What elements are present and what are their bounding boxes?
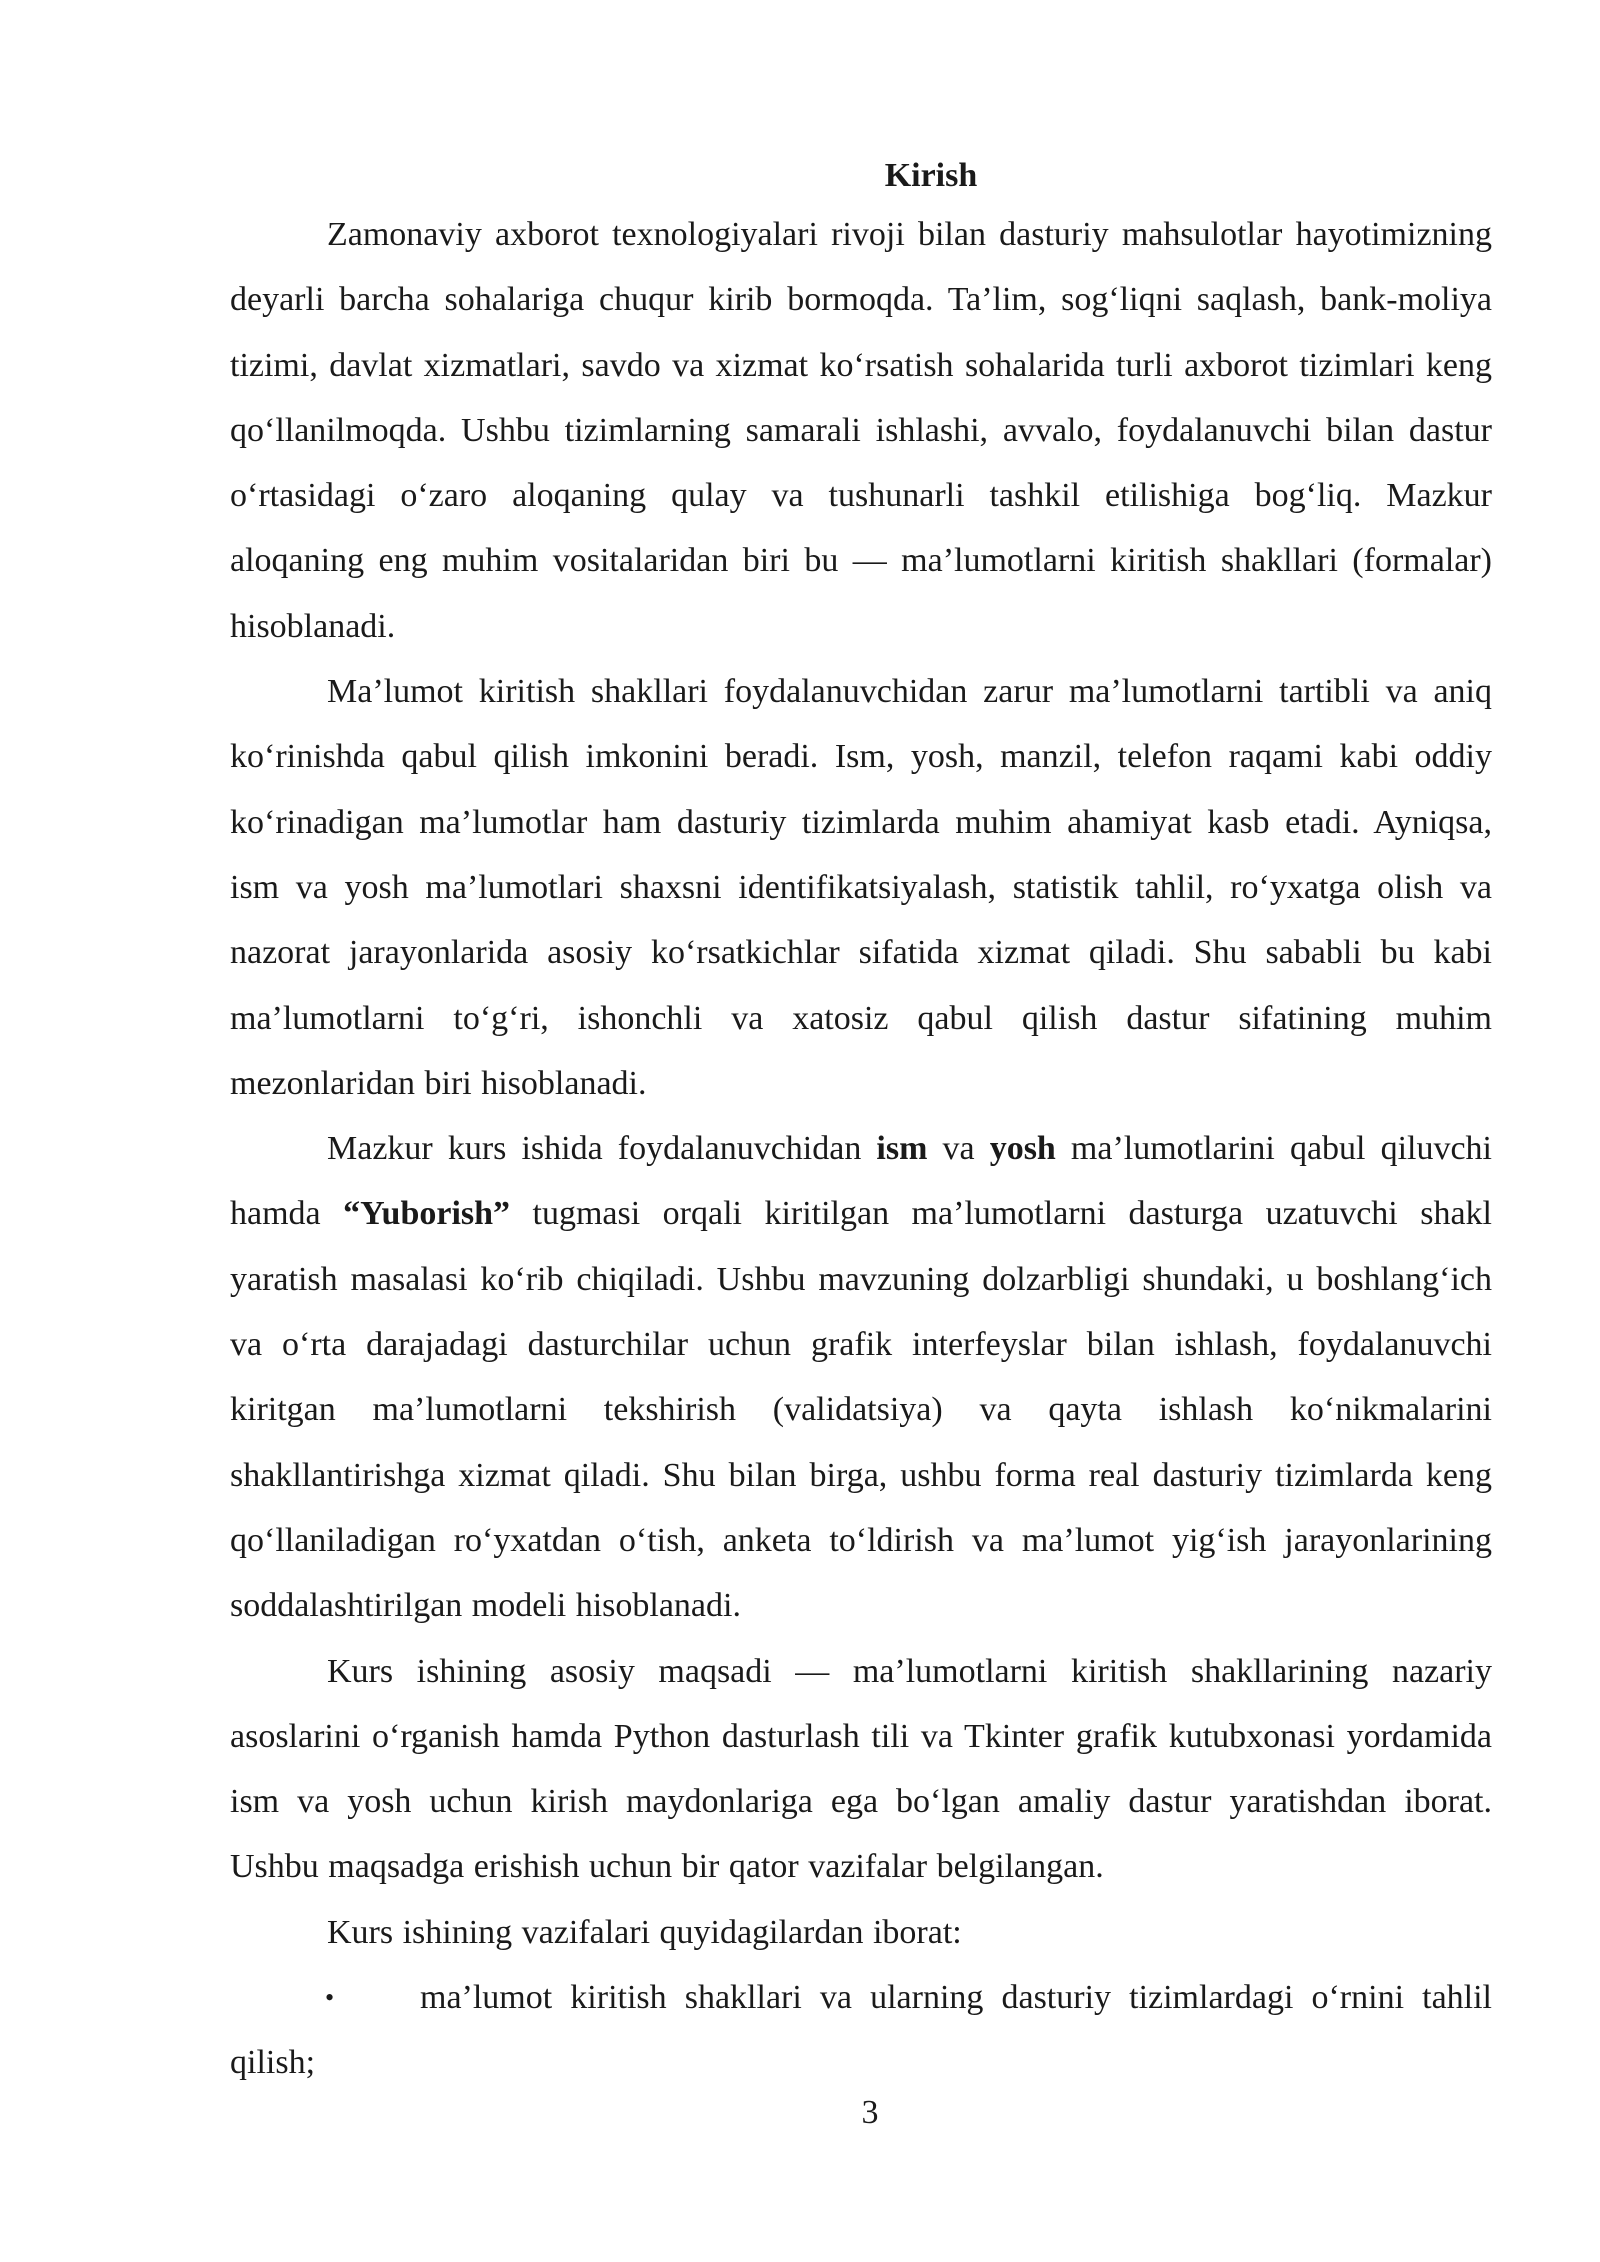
section-heading: Kirish [884, 157, 978, 194]
paragraph-3-text-2: va [927, 1130, 990, 1168]
paragraph-4: Kurs ishining asosiy maqsadi — ma’lumotlarni kiritish shakllarining nazariy asoslarini o‘rganish hamda Python dasturlash tili va Tkinter grafik kutubxonasi yordamida ism va yosh uchun kirish maydonlariga ega bo‘lgan amaliy dastur yaratishdan iborat. Ushbu maqsadga erishish uchun bir qator vazifalar belgilangan. [230, 1652, 1492, 1886]
paragraph-3-text-4: tugmasi orqali kiritilgan ma’lumotlarni dasturga uzatuvchi shakl yaratish masalasi ko‘rib chiqiladi. Ushbu mavzuning dolzarbligi shundaki, u boshlang‘ich va o‘rta darajadagi dasturchilar uchun grafik interfeyslar bilan ishlash, foydalanuvchi kiritgan ma’lumotlarni tekshirish (validatsiya) va qayta ishlash ko‘nikmalarini shakllantirishga xizmat qiladi. Shu bilan birga, ushbu forma real dasturiy tizimlarda keng qo‘llaniladigan ro‘yxatdan o‘tish, anketa to‘ldirish va ma’lumot yig‘ish jarayonlarining soddalashtirilgan modeli hisoblanadi. [230, 1195, 1492, 1625]
paragraph-3-text-3: ma’lumotlarini qabul qiluvchi hamda [230, 1130, 1492, 1233]
bold-term-yuborish: “Yuborish” [343, 1195, 511, 1233]
bold-term-ism: ism [876, 1130, 928, 1168]
page-number: 3 [861, 2094, 879, 2131]
paragraph-3-text-1: Mazkur kurs ishida foydalanuvchidan [327, 1130, 877, 1168]
paragraph-3 [230, 1116, 1492, 1638]
bold-term-yosh: yosh [989, 1130, 1056, 1168]
bullet-icon: • [325, 1983, 335, 2013]
paragraph-2: Ma’lumot kiritish shakllari foydalanuvchidan zarur ma’lumotlarni tartibli va aniq ko‘rinishda qabul qilish imkonini beradi. Ism, yosh, manzil, telefon raqami kabi oddiy ko‘rinadigan ma’lumotlar ham dasturiy tizimlarda muhim ahamiyat kasb etadi. Ayniqsa, ism va yosh ma’lumotlari shaxsni identifikatsiyalash, statistik tahlil, ro‘yxatga olish va nazorat jarayonlarida asosiy ko‘rsatkichlar sifatida xizmat qiladi. Shu sababli bu kabi ma’lumotlarni to‘g‘ri, ishonchli va xatosiz qabul qilish dastur sifatining muhim mezonlaridan biri hisoblanadi. [230, 673, 1492, 1102]
bullet-item-text: ma’lumot kiritish shakllari va ularning dasturiy tizimlardagi o‘rnini tahlil qilish; [230, 1979, 1492, 2082]
document-page [230, 150, 1492, 2096]
bullet-list-item [230, 1965, 1492, 2096]
paragraph-5: Kurs ishining vazifalari quyidagilardan iborat: [327, 1913, 962, 1951]
paragraph-1: Zamonaviy axborot texnologiyalari rivoji bilan dasturiy mahsulotlar hayotimizning deyarli barcha sohalariga chuqur kirib bormoqda. Ta’lim, sog‘liqni saqlash, bank-moliya tizimi, davlat xizmatlari, savdo va xizmat ko‘rsatish sohalarida turli axborot tizimlari keng qo‘llanilmoqda. Ushbu tizimlarning samarali ishlashi, avvalo, foydalanuvchi bilan dastur o‘rtasidagi o‘zaro aloqaning qulay va tushunarli tashkil etilishiga bog‘liq. Mazkur aloqaning eng muhim vositalaridan biri bu — ma’lumotlarni kiritish shakllari (formalar) hisoblanadi. [230, 216, 1492, 645]
